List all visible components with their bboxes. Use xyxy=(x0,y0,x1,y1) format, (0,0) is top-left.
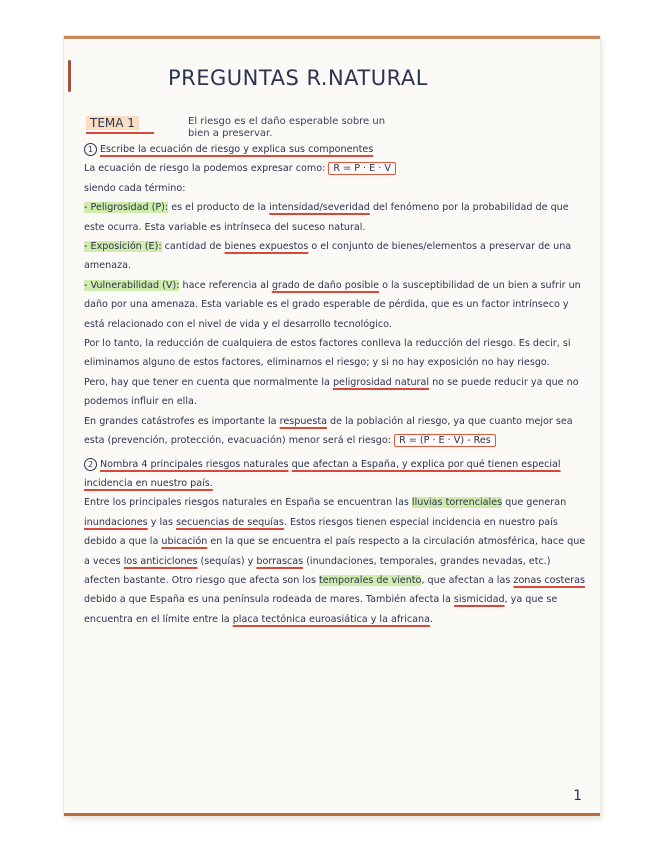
paragraph xyxy=(84,412,586,451)
text: debido a que España es una península rodeada de mares. También afecta la xyxy=(84,594,451,606)
answer-paragraph xyxy=(84,493,586,629)
text: no se puede reducir ya que no podemos influir en ella. xyxy=(84,376,579,408)
margin-mark xyxy=(68,60,71,92)
text: en la que se encuentra el país respecto a la circulación atmosférica, hace que a veces xyxy=(84,536,586,567)
key-phrase: zonas costeras xyxy=(513,574,585,586)
term-exposicion xyxy=(84,237,586,276)
question-text: que afectan a España, y explica por qué tienen especial incidencia en nuestro país. xyxy=(84,458,561,489)
text: cantidad de xyxy=(164,241,222,253)
text: . Estos riesgos tienen especial incidencia en nuestro país debido a que la xyxy=(84,516,558,548)
key-phrase: peligrosidad natural xyxy=(332,376,430,388)
key-phrase: placa tectónica euroasiática y la africana xyxy=(232,613,430,625)
key-phrase: sismicidad xyxy=(453,594,505,606)
question-number: 2 xyxy=(84,458,97,471)
page-top-edge xyxy=(64,36,600,39)
paragraph xyxy=(84,373,586,412)
question-2-heading xyxy=(84,455,586,494)
key-phrase: intensidad/severidad xyxy=(269,202,370,214)
page-title: PREGUNTAS R.NATURAL xyxy=(168,66,428,90)
question-text: Escribe la ecuación de riesgo y explica sus componentes xyxy=(100,144,374,155)
key-phrase: respuesta xyxy=(279,415,327,427)
key-phrase: inundaciones xyxy=(84,516,148,528)
key-phrase: los anticiclones xyxy=(123,555,198,567)
text: de la población al riesgo, ya que cuanto mejor sea esta (prevención, protección, evacuación) menor será el riesgo: xyxy=(84,415,573,447)
term-peligrosidad xyxy=(84,198,586,237)
tema-label: TEMA 1 xyxy=(86,116,139,130)
text: (sequías) y xyxy=(200,555,254,567)
term-label: - Exposición (E): xyxy=(84,241,162,253)
notes-body xyxy=(84,140,586,629)
text: . xyxy=(430,613,434,625)
question-1-heading xyxy=(84,140,586,159)
text: del fenómeno por la probabilidad de que este ocurra. Esta variable es intrínseca del suceso natural. xyxy=(84,202,569,233)
risk-formula: R = P · E · V xyxy=(328,162,396,175)
key-phrase: bienes expuestos xyxy=(224,241,309,253)
question-text: Nombra 4 principales riesgos naturales xyxy=(100,458,289,470)
key-phrase: borrascas xyxy=(256,555,304,567)
question-number: 1 xyxy=(84,143,97,156)
side-note: El riesgo es el daño esperable sobre un bien a preservar. xyxy=(188,116,386,139)
text: es el producto de la xyxy=(171,202,267,214)
key-phrase: grado de daño posible xyxy=(271,279,380,291)
text: (inundaciones, temporales, grandes nevadas, etc.) afecten bastante. Otro riesgo que afecta son los xyxy=(84,555,551,586)
key-phrase: ubicación xyxy=(161,536,208,548)
paragraph: Por lo tanto, la reducción de cualquiera de estos factores conlleva la reducción del riesgo. Es decir, si eliminamos alguno de estos factores, eliminamos el riesgo; y si no hay exposición no hay riesgo. xyxy=(84,338,571,369)
term-label: - Peligrosidad (P): xyxy=(84,202,169,214)
term-vulnerabilidad xyxy=(84,276,586,334)
text: , ya que se encuentra en el límite entre la xyxy=(84,594,558,625)
text: que generan xyxy=(505,497,567,509)
text: La ecuación de riesgo la podemos expresar como: xyxy=(84,163,326,175)
notebook-page xyxy=(64,36,600,816)
paragraph: siendo cada término: xyxy=(84,182,186,194)
page-number: 1 xyxy=(573,788,582,804)
risk-formula-response: R = (P · E · V) - Res xyxy=(394,434,496,447)
highlight: lluvias torrenciales xyxy=(411,497,503,509)
text: En grandes catástrofes es importante la xyxy=(84,415,277,427)
text: Pero, hay que tener en cuenta que normalmente la xyxy=(84,376,330,388)
highlight: temporales de viento xyxy=(319,574,422,586)
tema-underline xyxy=(86,132,154,134)
text: hace referencia al xyxy=(182,279,269,291)
key-phrase: secuencias de sequías xyxy=(176,516,284,528)
paragraph xyxy=(84,159,586,178)
text: , que afectan a las xyxy=(421,574,511,586)
term-label: - Vulnerabilidad (V): xyxy=(84,279,180,291)
text: o la susceptibilidad de un bien a sufrir un daño por una amenaza. Esta variable es el grado esperable de pérdida, que es un factor intrínseco y está relacionado con el nivel de vida y el desarrollo tecnológico. xyxy=(84,279,581,330)
text: y las xyxy=(150,516,174,528)
text: Entre los principales riesgos naturales en España se encuentran las xyxy=(84,497,409,509)
page-bottom-edge xyxy=(64,813,600,816)
text: o el conjunto de bienes/elementos a preservar de una amenaza. xyxy=(84,241,572,272)
